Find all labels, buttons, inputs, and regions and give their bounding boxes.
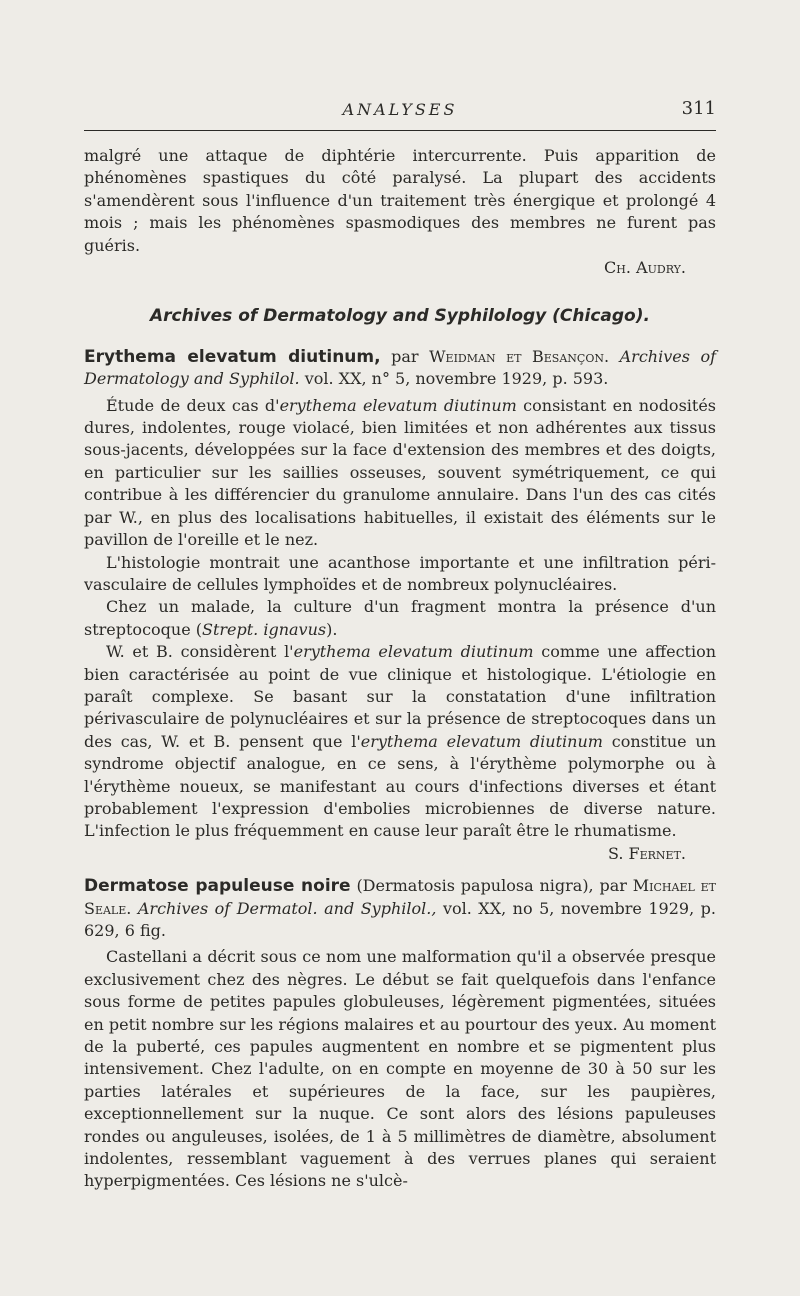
article1-title: Erythema elevatum diutinum, (84, 346, 381, 367)
article2-journal: Archives of Dermatol. and Syphilol., (137, 898, 437, 918)
article2-authors: Michael et Seale. (84, 876, 717, 918)
article1-journal: Archives of Dermatology and Syphilol. (84, 346, 717, 389)
article1-ref-details: vol. XX, n° 5, novembre 1929, p. 593. (304, 369, 609, 389)
running-title: ANALYSES (342, 100, 458, 119)
header-rule (84, 130, 716, 131)
article1-paragraph-1: Étude de deux cas d'erythema elevatum diutinum consistant en nodosités dures, indolentes, rouge violacé, bien limitées et non adhérentes aux tissus sous-jacents, développées sur la face d'extension des membres et des doigts, en particulier sur les saillies osseuses, souvent symétriquement, ce qui contribue à les différencier du granulome annulaire. Dans l'un des cas cités par W., en plus des localisations habituelles, il existait des éléments sur le pavillon de l'oreille et le nez. (84, 395, 717, 550)
signature-fernet: S. Fernet. (607, 843, 686, 863)
article1-paragraph-4: W. et B. considèrent l'erythema elevatum diutinum comme une affection bien caractérisée au point de vue clinique et histologique. L'étiologie en paraît complexe. Se basant sur la constatation d'une infiltration périvasculaire de polynucléaires et sur la présence de streptocoques dans un des cas, W. et B. pensent que l'erythema elevatum diutinum constitue un syndrome objectif analogue, en ce sens, à l'érythème polymorphe ou à l'érythème noueux, se manifestant au cours d'infections diverses et étant probablement l'expression d'embolies microbiennes de diverse nature. L'infection le plus fréquemment en cause leur paraît être le rhumatisme. (84, 642, 717, 841)
article1-reference (84, 346, 716, 391)
article2-title-paren: (Dermatosis papulosa nigra), par (356, 876, 627, 896)
article2-reference (84, 875, 716, 942)
article2-paragraph-1: Castellani a décrit sous ce nom une malformation qu'il a observée presque exclusivement chez des nègres. Le début se fait quelquefois dans l'enfance sous forme de petites papules globuleuses, légèrement pigmentées, situées en petit nombre sur les régions malaires et au pourtour des yeux. Au moment de la puberté, ces papules augmentent en nombre et se pigmentent plus intensivement. Chez l'adulte, on en compte en moyenne de 30 à 50 sur les parties latérales et supérieures de la face, sur les paupières, exceptionnellement sur la nuque. Ce sont alors des lésions papuleuses rondes ou anguleuses, isolées, de 1 à 5 millimètres de diamètre, absolument indolentes, ressemblant vaguement à des verrues planes qui seraient hyperpigmentées. Ces lésions ne s'ulcè- (84, 947, 716, 1191)
page-number: 311 (681, 98, 716, 119)
article2-ref-details: vol. XX, no 5, novembre 1929, p. 629, 6 fig. (84, 898, 716, 940)
signature-audry: Ch. Audry. (604, 258, 686, 278)
body-text (84, 145, 716, 1193)
article1-paragraph-2: L'histologie montrait une acanthose importante et une infiltration péri-vasculaire de cellules lymphoïdes et de nombreux polynucléaires. (84, 552, 716, 594)
article1-authors: Weidman et Besançon. (429, 346, 610, 366)
signature-line (84, 843, 716, 865)
journal-heading: Archives of Dermatology and Syphilology (Chicago). (150, 306, 650, 327)
article2-title: Dermatose papuleuse noire (84, 876, 351, 897)
article1-paragraph-3: Chez un malade, la culture d'un fragment montra la présence d'un streptocoque (Strept. ignavus). (84, 597, 716, 639)
running-head (84, 96, 716, 126)
continued-paragraph: malgré une attaque de diphtérie intercurrente. Puis apparition de phénomènes spastiques du côté paralysé. La plupart des accidents s'amendèrent sous l'influence d'un traitement très énergique et prolongé 4 mois ; mais les phénomènes spasmodiques des membres ne furent pas guéris. (84, 146, 716, 255)
signature-line (84, 257, 716, 279)
article1-ref-par: par (391, 346, 419, 366)
